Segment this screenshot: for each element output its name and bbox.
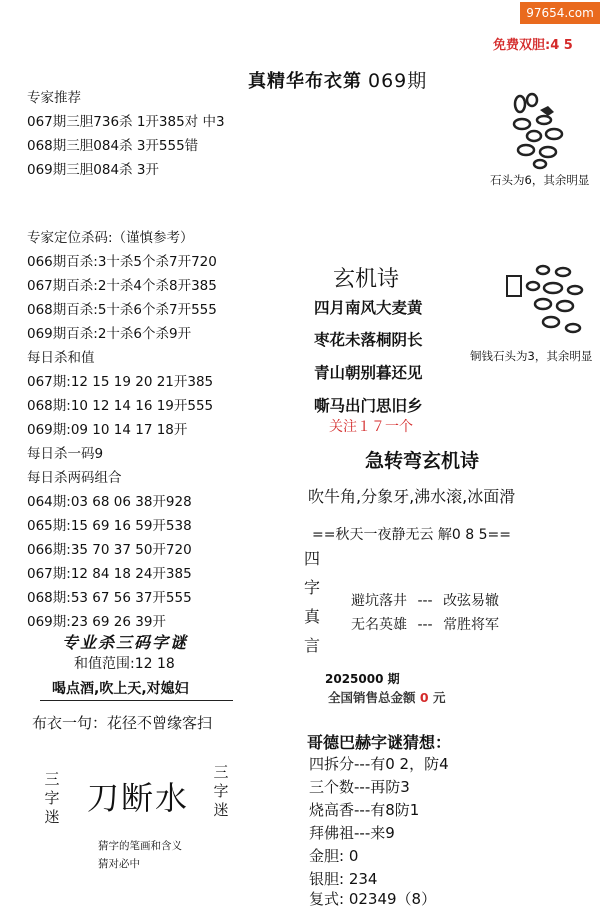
daily-two-line: 069期:23 69 26 39开 <box>27 614 166 630</box>
goethe-line: 银胆: 234 <box>309 870 378 888</box>
site-watermark: 97654.com <box>520 2 600 24</box>
position-kill-line: 068期百杀:5十杀6个杀7开555 <box>27 302 217 318</box>
daily-two-line: 067期:12 84 18 24开385 <box>27 566 192 582</box>
riddle3-line: 喝点酒,吹上天,对媳妇 <box>52 681 189 697</box>
stones-illustration <box>500 92 590 170</box>
daily-sum-line: 069期:09 10 14 17 18开 <box>27 422 188 438</box>
title-main: 真精华布衣第 <box>248 71 362 92</box>
four-row <box>351 590 499 610</box>
four-label <box>303 544 321 660</box>
four-label-char: 真 <box>303 607 320 626</box>
goethe-line: 四拆分---有0 2，防4 <box>309 755 449 773</box>
daily-two-line: 068期:53 67 56 37开555 <box>27 590 192 606</box>
stones-caption: 石头为6，其余明显 <box>490 173 590 187</box>
daily-sum-heading: 每日杀和值 <box>27 350 95 366</box>
sales-issue: 2025000 期 <box>325 672 400 686</box>
goethe-line: 金胆: 0 <box>309 847 359 865</box>
four-label-char: 四 <box>303 549 320 568</box>
riddle3-range: 和值范围:12 18 <box>74 656 175 672</box>
goethe-line: 拜佛祖---来9 <box>309 824 395 842</box>
daily-sum-line: 067期:12 15 19 20 21开385 <box>27 374 214 390</box>
four-sep: --- <box>417 617 433 633</box>
position-kill-line: 066期百杀:3十杀5个杀7开720 <box>27 254 217 270</box>
four-a: 无名英雄 <box>351 617 407 633</box>
sales-amount: 0 <box>419 690 429 705</box>
goethe-heading: 哥德巴赫字谜猜想： <box>307 733 452 752</box>
four-a: 避坑落井 <box>351 593 407 609</box>
zimi-right-label: 三字迷 <box>213 763 229 819</box>
goethe-line: 复式: 02349（8） <box>309 890 437 908</box>
divider <box>40 700 233 701</box>
daily-two-line: 066期:35 70 37 50开720 <box>27 542 192 558</box>
poem-line: 嘶马出门思旧乡 <box>314 397 423 415</box>
page-title <box>248 66 427 93</box>
goethe-line: 三个数---再防3 <box>309 778 410 796</box>
four-sep: --- <box>417 593 433 609</box>
poem-line: 枣花未落桐阴长 <box>314 331 423 349</box>
poem-follow: 关注１７一个 <box>329 419 413 435</box>
four-label-char: 言 <box>303 636 320 655</box>
daily-two-heading: 每日杀两码组合 <box>27 470 122 486</box>
four-row <box>351 614 499 634</box>
zimi-left-label: 三字迷 <box>44 770 60 826</box>
expert-line: 067期三胆736杀 1开385对 中3 <box>27 114 225 130</box>
poem-line: 青山朝别暮还见 <box>314 364 423 382</box>
position-kill-heading: 专家定位杀码:（谨慎参考） <box>27 230 194 246</box>
daily-sum-line: 068期:10 12 14 16 19开555 <box>27 398 214 414</box>
poem-title: 玄机诗 <box>333 267 400 292</box>
zimi-hint: 猜字的笔画和含义 <box>98 840 182 852</box>
position-kill-line: 067期百杀:2十杀4个杀8开385 <box>27 278 217 294</box>
expert-line: 068期三胆084杀 3开555错 <box>27 138 199 154</box>
free-double-label: 免费双胆:4 5 <box>493 38 573 53</box>
zimi-hint: 猜对必中 <box>98 858 140 870</box>
four-b: 常胜将军 <box>443 617 500 633</box>
coins-stones-illustration <box>503 262 595 342</box>
sales-unit: 元 <box>432 690 446 705</box>
sales-label: 全国销售总金额 <box>328 690 416 705</box>
zimi-big-chars: 刀断水 <box>87 779 190 817</box>
daily-two-line: 065期:15 69 16 59开538 <box>27 518 192 534</box>
riddle3-heading: 专业杀三码字谜 <box>62 633 189 652</box>
expert-line: 069期三胆084杀 3开 <box>27 162 159 178</box>
turn-solve: ==秋天一夜静无云 解0 8 5== <box>312 527 511 543</box>
four-b: 改弦易辙 <box>443 593 500 609</box>
turn-line: 吹牛角,分象牙,沸水滚,冰面滑 <box>308 487 516 506</box>
daily-one-code: 每日杀一码9 <box>27 446 104 462</box>
expert-heading: 专家推荐 <box>27 90 81 106</box>
poem-line: 四月南风大麦黄 <box>314 299 423 317</box>
title-issue: 069期 <box>368 70 428 92</box>
sales-total <box>328 688 445 706</box>
goethe-line: 烧高香---有8防1 <box>309 801 420 819</box>
turn-title: 急转弯玄机诗 <box>365 450 480 472</box>
daily-two-line: 064期:03 68 06 38开928 <box>27 494 192 510</box>
buyi-line: 布衣一句：花径不曾缘客扫 <box>32 714 213 732</box>
coins-caption: 铜钱石头为3，其余明显 <box>470 349 593 363</box>
four-label-char: 字 <box>303 578 320 597</box>
position-kill-line: 069期百杀:2十杀6个杀9开 <box>27 326 192 342</box>
